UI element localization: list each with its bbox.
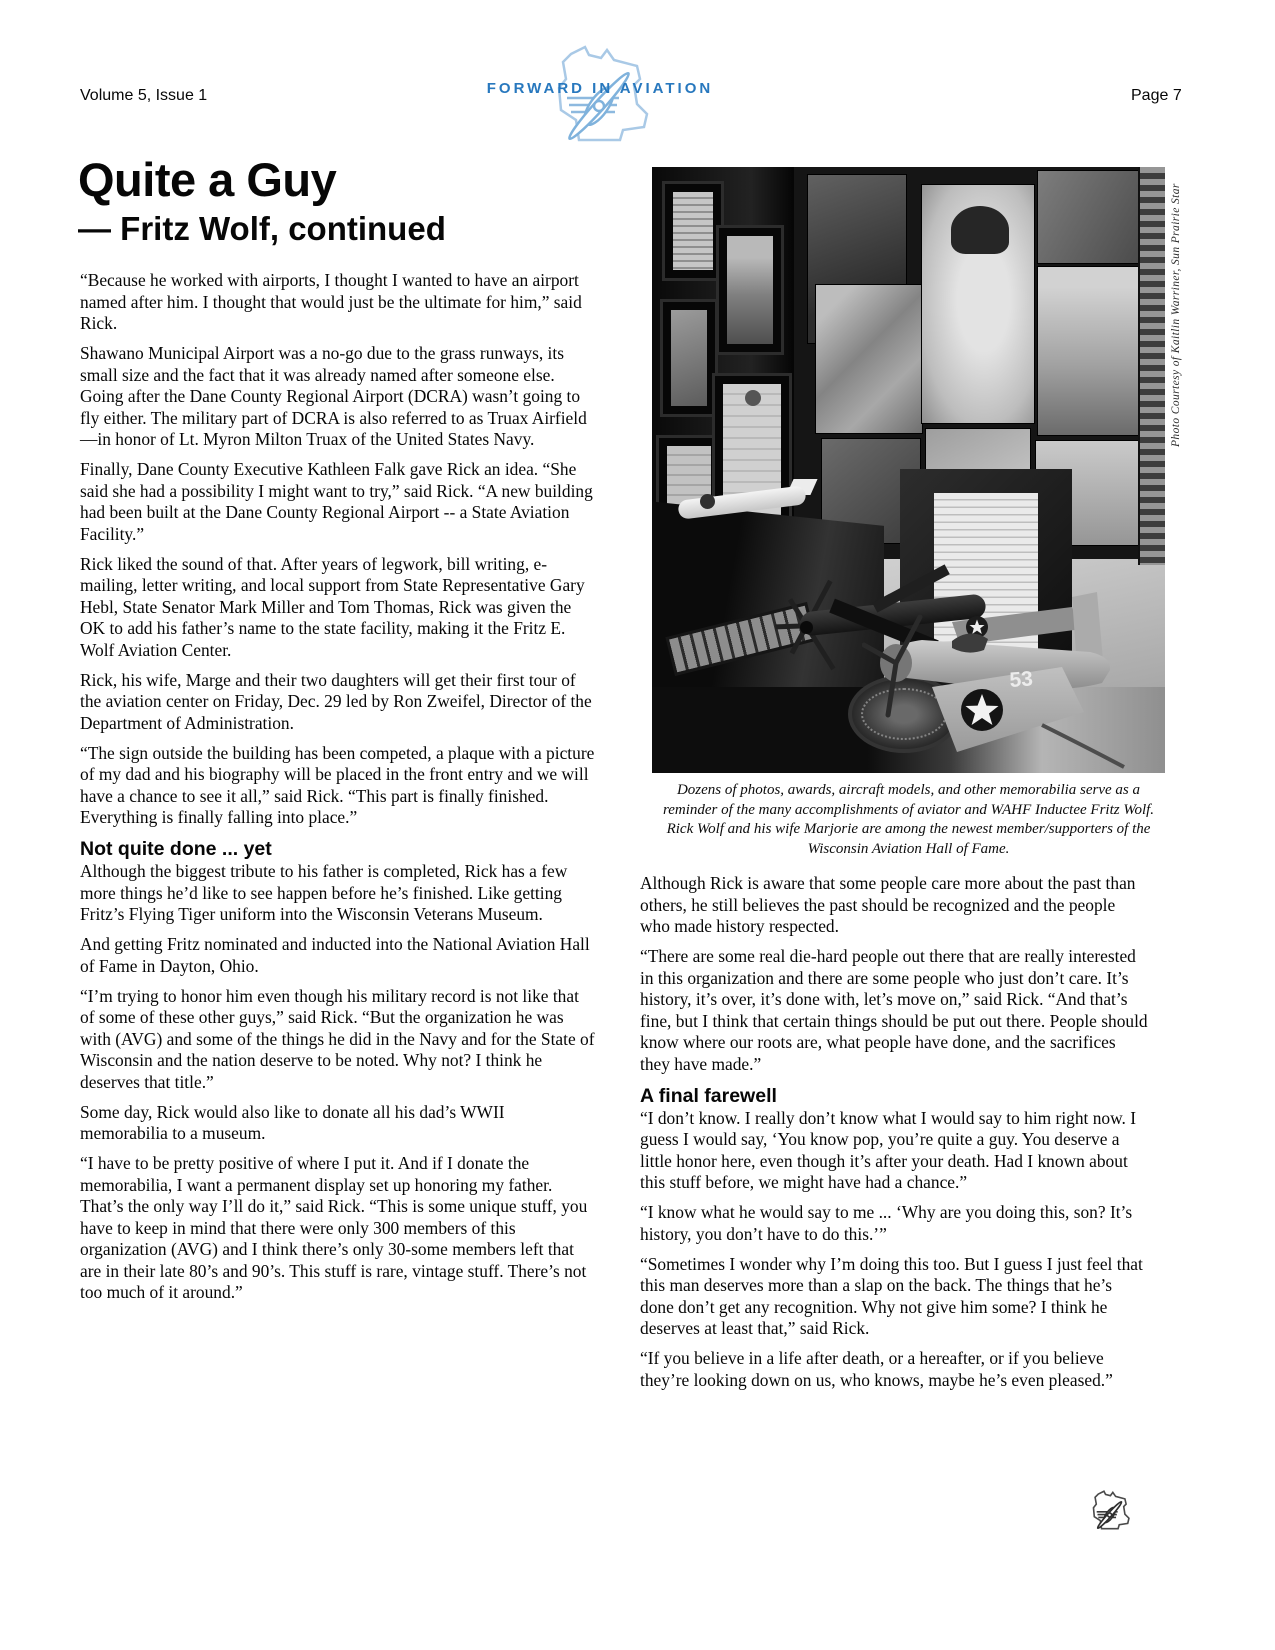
paragraph: Rick, his wife, Marge and their two daughters will get their first tour of the aviation center on Friday, Dec. 29 led by Ron Zweifel, Director of the Department of Administration. — [80, 669, 592, 733]
paragraph: Finally, Dane County Executive Kathleen Falk gave Rick an idea. “She said she had a possibility I might want to try,” said Rick. “A new building had been built at the Dane County Regional Airport -- a State Aviation Facility.” — [80, 459, 593, 544]
wisconsin-plane-icon — [1083, 1486, 1137, 1544]
paragraph: Although the biggest tribute to his father is completed, Rick has a few more things he’d like to see happen before he’s finished. Like getting Fritz’s Flying Tiger uniform into the Wisconsin Veterans Museum. — [80, 861, 568, 924]
issue-label: Volume 5, Issue 1 — [80, 87, 208, 104]
paragraph: “Sometimes I wonder why I’m doing this too. But I guess I just feel that this man deserves more than a slap on the back. The things that he’s done don’t get any recognition. Why not give him some? I think he deserves at least that,” said Rick. — [640, 1253, 1143, 1338]
parade-photo-frame — [716, 225, 784, 355]
left-column — [80, 270, 596, 1312]
memorabilia-photo — [652, 167, 1165, 773]
paragraph: “I have to be pretty positive of where I put it. And if I donate the memorabilia, I want a permanent display set up honoring my father. That’s the only way I’ll do it,” said Rick. “This is some unique stuff, you have to keep in mind that there were only 300 members of this organization (AVG) and I think there’s only 30-some members left that are in their late 80’s and 90’s. This stuff is rare, vintage stuff. There’s not too much of it around.” — [80, 1153, 588, 1302]
paragraph: “If you believe in a life after death, or a hereafter, or if you believe they’re looking down on us, who knows, maybe he’s even pleased.” — [640, 1348, 1113, 1390]
flag-photo — [816, 285, 922, 433]
paragraph: Rick liked the sound of that. After years of legwork, bill writing, e-mailing, letter writing, and local support from State Representative Gary Hebl, State Senator Mark Miller and Tom Thomas, Rick was given the OK to add his father’s name to the state facility, making it the Fritz E. Wolf Aviation Center. — [80, 553, 585, 660]
newsletter-logo-small — [1083, 1486, 1137, 1544]
paragraph: “I don’t know. I really don’t know what I would say to him right now. I guess I would say, ‘You know pop, you’re quite a guy. You deserve a little honor here, even though it’s after your death. Had I known about this stuff before, we might have had a chance.” — [640, 1107, 1137, 1192]
model-plane-zero — [670, 479, 820, 529]
section-heading: Not quite done ... yet — [80, 838, 272, 860]
paragraph: “I’m trying to honor him even though his military record is not like that of some of these other guys,” said Rick. “But the organization he was with (AVG) and some of the things he did in the Navy and for the State of Wisconsin and the nation deserve to be noted. Why not? I think he deserves that title.” — [80, 985, 595, 1092]
article-title: Quite a Guy — [78, 153, 337, 206]
roundel — [700, 494, 715, 509]
paragraph: Shawano Municipal Airport was a no-go due to the grass runways, its small size and the fact that it was already named after someone else. Going after the Dane County Regional Airport (DCRA) wasn’t going to fly either. The military part of DCRA is also referred to as Truax Airfield—in honor of Lt. Myron Milton Truax of the United States Navy. — [80, 343, 587, 449]
paragraph: “Because he worked with airports, I thought I wanted to have an airport named after him. I thought that would just be the ultimate for him,” said Rick. — [80, 270, 582, 333]
aviator-cap — [951, 206, 1009, 254]
logo-wordmark: FORWARD IN AVIATION — [486, 80, 714, 97]
paragraph: “The sign outside the building has been competed, a plaque with a picture of my dad and his biography will be placed in the front entry and we will have a chance to see it all,” said Rick. “This part is finally finished. Everything is finally falling into place.” — [80, 742, 595, 827]
wisconsin-plane-logo-icon — [533, 42, 667, 170]
photo-credit: Photo Courtesy of Kaitlin Warriner, Sun Prairie Star — [1170, 183, 1182, 447]
paragraph: “There are some real die-hard people out there that are really interested in this organization and there are some people who just don’t care. It’s history, it’s over, it’s done with, let’s move on,” said Rick. “And that’s fine, but I think that certain things should be put out there. People should know where our roots are, what people have done, and the sacrifices they have made.” — [640, 946, 1148, 1074]
paragraph: And getting Fritz nominated and inducted into the National Aviation Hall of Fame in Dayton, Ohio. — [80, 934, 590, 976]
paragraph: “I know what he would say to me ... ‘Why are you doing this, son? It’s history, you don’t have to do this.’” — [640, 1202, 1133, 1244]
photo-caption: Dozens of photos, awards, aircraft models, and other memorabilia serve as a reminder of the many accomplishments of aviator and WAHF Inductee Fritz Wolf. Rick Wolf and his wife Marjorie are among the newest member/supporters of the Wisconsin Aviation Hall of Fame. — [662, 782, 1155, 857]
paragraph: Although Rick is aware that some people care more about the past than others, he still believes the past should be recognized and the people who made history respected. — [640, 873, 1136, 936]
forward-in-aviation-logo — [533, 42, 667, 170]
family-group-photo — [1038, 267, 1144, 435]
right-column — [640, 873, 1148, 1400]
gilt-frame-edge — [1138, 167, 1165, 565]
aviator-portrait-photo — [922, 185, 1034, 423]
newspaper-frame — [662, 181, 724, 281]
plane-number: 53 — [1008, 667, 1034, 692]
page-number: Page 7 — [1131, 87, 1182, 104]
model-plane-wildcat — [862, 575, 1165, 773]
paragraph: Some day, Rick would also like to donate all his dad’s WWII memorabilia to a museum. — [80, 1101, 505, 1143]
section-heading: A final farewell — [640, 1084, 777, 1107]
article-subtitle: — Fritz Wolf, continued — [78, 210, 446, 247]
portrait-frame — [660, 299, 718, 417]
car-photo — [1038, 171, 1144, 263]
